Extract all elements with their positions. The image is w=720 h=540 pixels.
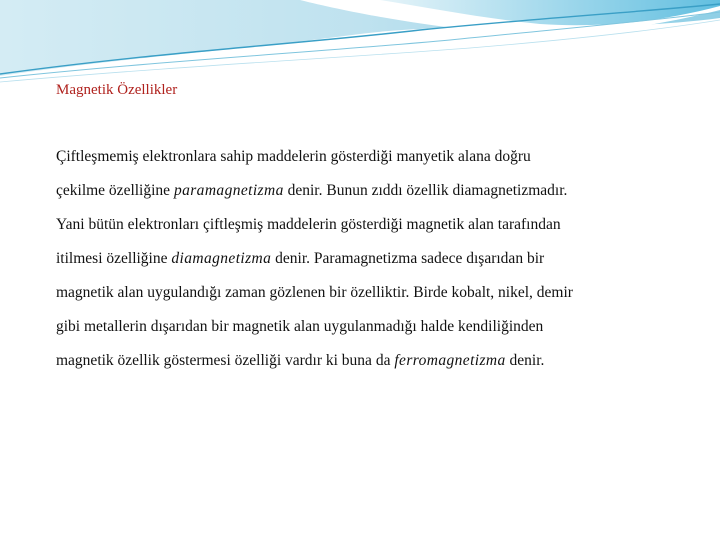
paragraph-line (56, 316, 666, 350)
slide-title: Magnetik Özellikler (56, 82, 178, 98)
text-segment: Çiftleşmemiş elektronlara sahip maddelerin gösterdiği manyetik alana doğru (56, 148, 531, 165)
header-wave-decoration (0, 0, 720, 90)
text-segment: denir. Paramagnetizma sadece dışarıdan bir (271, 250, 545, 267)
text-segment: çekilme özelliğine (56, 182, 174, 199)
paragraph-line (56, 146, 666, 180)
text-segment: magnetik özellik göstermesi özelliği vardır ki buna da (56, 352, 395, 369)
text-segment: itilmesi özelliğine (56, 250, 172, 267)
body-paragraph (56, 146, 666, 384)
paragraph-line (56, 350, 666, 384)
paragraph-line (56, 282, 666, 316)
paragraph-line (56, 214, 666, 248)
paragraph-line (56, 248, 666, 282)
text-segment: gibi metallerin dışarıdan bir magnetik alan uygulanmadığı halde kendiliğinden (56, 318, 544, 335)
italic-term: diamagnetizma (171, 250, 272, 267)
text-segment: magnetik alan uygulandığı zaman gözlenen bir özelliktir. Birde kobalt, nikel, demir (56, 284, 573, 301)
italic-term: ferromagnetizma (394, 352, 506, 369)
text-segment: Yani bütün elektronları çiftleşmiş maddelerin gösterdiği magnetik alan tarafından (56, 216, 561, 233)
text-segment: denir. Bunun zıddı özellik diamagnetizmadır. (283, 182, 568, 199)
text-segment: denir. (505, 352, 545, 369)
italic-term: paramagnetizma (173, 182, 284, 199)
paragraph-line (56, 180, 666, 214)
